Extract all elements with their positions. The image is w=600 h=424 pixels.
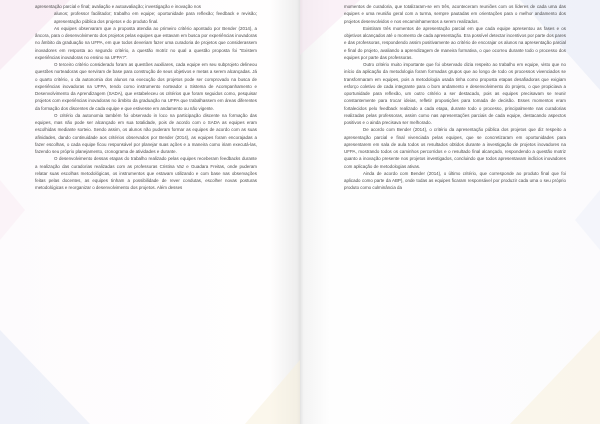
paragraph: Outro critério muito importante que foi observado dizia respeito ao trabalho em equipe, visto que no início da aplicação da metodologia foram formadas grupos que ao longo de todo os processos vivenciados se transformaram em equipes, pois a metodologia usada tinha como proposta etapas desafiadoras que exigiam esforço coletivo de cada integrante para o bom andamento e desenvolvimento do projeto, o que propiciava a oportunidade para reflexão, um outro critério a ser destacado, pois as equipes precisavam se reunir constantemente para trocar ideias, refletir proposições para tomada de decisão. Esses momentos eram fortalecidos pelo feedback realizado a cada etapa, durante todo o processo, principalmente nas curadorias realizadas pelas professoras, assim como nas apresentações parciais de cada equipe, destacando aspectos positivos e o ainda precisava ser melhorado. [344,62,566,125]
paragraph: O desenvolvimento dessas etapas do trabalho realizado pelas equipes receberam feedbacks durante a realização das curadorias realizadas com as professoras Cristina Vaz e Guadara Freitas, onde puderam relatar suas escolhas metodológicas, os instrumentos que estavam utilizando e com base nas observações feitas pelas docentes, as equipes tinham a possibilidade de rever condutas, escolher novas posturas metodológicas e reorganizar o desenvolvimento dos projetos. Além desses [35,156,257,191]
paragraph: O critério da autonomia também foi observado in loco na participação discente na formação das equipes, mas não pode ser alcançado em sua totalidade, pois de acordo com o SADA as equipes eram escolhidas mediante sorteio. Sendo assim, os alunos não puderam formar as equipes de acordo com as suas afinidades, dando continuidade aos critérios observados por Bender (2014), as equipes foram encorajadas a fazer escolhas, o cada equipe ficou responsável por planejar suas ações e a maneira como iriam executá-las, fazendo seu próprio planejamento, cronograma de atividades e durante. [35,112,257,154]
paragraph: alunos; professor facilitador; trabalho em equipe; oportunidade para reflexão; feedback e revisão; apresentação pública dos projetos e do produto final. [54,11,257,24]
paragraph: Ainda de acordo com Bender (2014), o último critério, que corresponde ao produto final que foi aplicado como parte da ABP), onde todas as equipes ficaram responsável por produzir cada uma o seu próprio produto como culminância da [344,170,566,191]
paragraph: momentos de curadoria, que totalizaram-se em três, aconteceram reuniões com os líderes de cada uma das equipes e uma reunião geral com a turma, sempre pautadas em orientações para o melhor andamento dos projetos desenvolvidos e nos encaminhamentos a serem realizados. [344,4,566,24]
right-page [300,0,600,424]
left-text-column [35,3,257,192]
paragraph: As equipes observaram que a proposta atendia ao primeiro critério apontado por Bender (2014), a âncora, para o desenvolvimento dos projetos pelas equipes que estavam em busca por experiências inovadoras no âmbito da graduação na UFPA, em que todos deveriam fazer uma curadoria de projetos que considerassem inovadores em resposta ao segundo critério, a questão motriz no qual a questão proposta foi "Existem experiências inovadoras no ensino na UFPA?". [35,25,257,60]
paragraph: De acordo com Bender (2014), o critério da apresentação pública dos projetos que diz respeito a apresentação parcial e final vivenciada pelas equipes, que se concretizaram em oportunidades para apresentarem em sala de aula todos os resultados obtidos durante a investigação de projetos inovadores na UFPA, mostrando todos os caminhos percorridos e o resultado final alcançado, respondendo a questão motriz quanto a inovação presente nos projetos investigados, concluindo que todos apresentavam indícios inovadores com aplicação de metodologias ativas. [344,127,566,169]
paragraph: O terceiro critério considerado foram as questões auxiliares, cada equipe em seu subprojeto delineou questões norteadoras que serviram de base para construção de seus objetivos e metas a serem alcançadas. Já o quarto critério, o da autonomia dos alunos na execução dos projetos pode ser comprovado na busca de experiências inovadoras na UFPA, tendo como instrumento norteador o Sistema de Acompanhamento e Desenvolvimento da Aprendizagem (SADA), que estabeleceu os critérios que foram seguidos como, pesquisar projetos com experiências inovadoras no âmbito da graduação na UFPA que trabalhassem em áreas diferentes da formação dos discentes de cada equipe e que estivesse em andamento ou não vigente. [35,62,257,111]
paragraph: Existiram três momentos de apresentação parcial em que cada equipe apresentou as fases e os objetivos alcançados até o momento de cada apresentação. Era possível detectar incentivos por parte dos pares e das professoras, respondendo assim positivamente ao critério de encorajar os alunos na apresentação parcial e final do projeto, avaliando a aprendizagem de maneira formativa, o que ocorreu durante todo o processo dos equipes por parte das professoras. [344,25,567,60]
right-text-column [344,3,566,192]
paragraph: apresentação parcial e final; avaliação e autoavaliação; investigação e inovação nos [35,4,202,9]
